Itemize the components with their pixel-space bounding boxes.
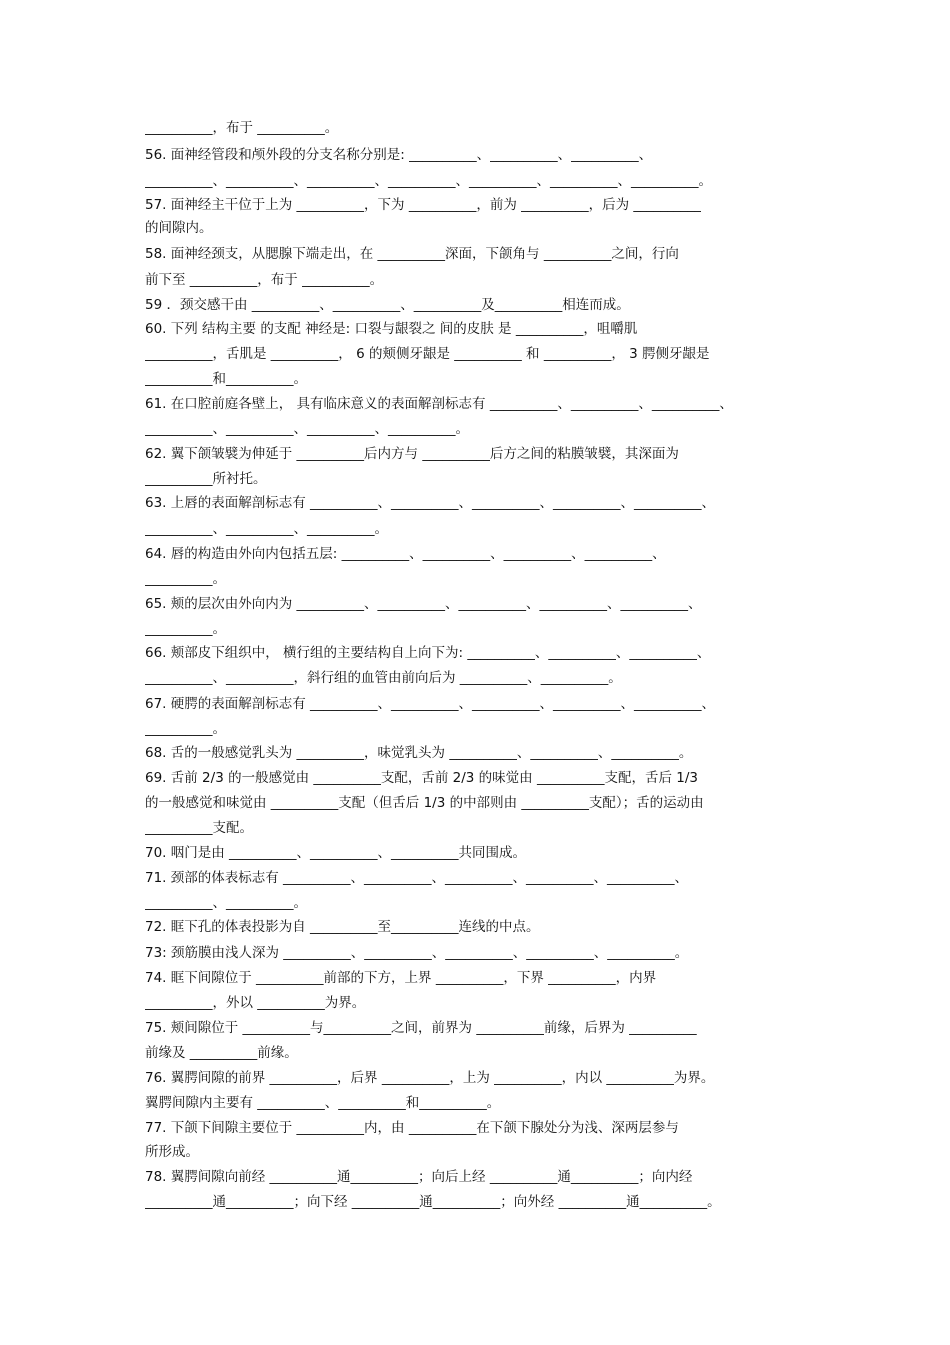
- line-55-cont: __________，布于 __________。: [145, 120, 339, 136]
- question-72: 72. 眶下孔的体表投影为自 __________至__________连线的中点。: [145, 919, 540, 935]
- question-71-cont: __________、__________。: [145, 895, 307, 911]
- question-59: 59 ．颈交感干由 __________、__________、__________及__________相连而成。: [145, 297, 630, 313]
- question-77-cont: 所形成。: [145, 1144, 199, 1160]
- question-66: 66. 颊部皮下组织中， 横行组的主要结构自上向下为: __________、__________、__________、: [145, 645, 711, 661]
- question-65: 65. 颊的层次由外向内为 __________、__________、__________、__________、__________、: [145, 596, 702, 612]
- question-69-cont-2: __________支配。: [145, 820, 253, 836]
- question-57-cont: 的间隙内。: [145, 220, 213, 236]
- question-58-cont: 前下至 __________，布于 __________。: [145, 272, 384, 288]
- question-68: 68. 舌的一般感觉乳头为 __________，味觉乳头为 __________、__________、__________。: [145, 745, 693, 761]
- question-71: 71. 颈部的体表标志有 __________、__________、__________、__________、__________、: [145, 870, 689, 886]
- question-65-cont: __________。: [145, 621, 226, 637]
- question-67: 67. 硬腭的表面解剖标志有 __________、__________、__________、__________、__________、: [145, 696, 716, 712]
- question-64: 64. 唇的构造由外向内包括五层: __________、__________、__________、__________、: [145, 546, 666, 562]
- question-74: 74. 眶下间隙位于 __________前部的下方，上界 __________，下界 __________，内界: [145, 970, 657, 986]
- question-69: 69. 舌前 2/3 的一般感觉由 __________支配，舌前 2/3 的味觉由 __________支配，舌后 1/3: [145, 770, 698, 786]
- question-73: 73: 颈筋膜由浅人深为 __________、__________、__________、__________、__________。: [145, 945, 689, 961]
- question-60-cont-2: __________和__________。: [145, 371, 307, 387]
- question-63-cont: __________、__________、__________。: [145, 521, 388, 537]
- question-75-cont: 前缘及 __________前缘。: [145, 1045, 298, 1061]
- question-76: 76. 翼腭间隙的前界 __________，后界 __________，上为 __________，内以 __________为界。: [145, 1070, 715, 1086]
- question-74-cont: __________，外以 __________为界。: [145, 995, 366, 1011]
- question-61: 61. 在口腔前庭各壁上， 具有临床意义的表面解剖标志有 __________、__________、__________、: [145, 396, 733, 412]
- question-66-cont: __________、__________，斜行组的血管由前向后为 __________、__________。: [145, 670, 622, 686]
- question-60-cont-1: __________，舌肌是 __________， 6 的颊侧牙龈是 __________ 和 __________， 3 腭侧牙龈是: [145, 346, 710, 362]
- question-78: 78. 翼腭间隙向前经 __________通__________；向后上经 __________通__________；向内经: [145, 1169, 693, 1185]
- question-69-cont-1: 的一般感觉和味觉由 __________支配（但舌后 1/3 的中部则由 __________支配）；舌的运动由: [145, 795, 704, 811]
- question-56-cont: __________、__________、__________、__________、__________、__________、__________。: [145, 173, 712, 189]
- question-61-cont: __________、__________、__________、__________。: [145, 421, 469, 437]
- question-76-cont: 翼腭间隙内主要有 __________、__________和__________。: [145, 1095, 501, 1111]
- question-62-cont: __________所衬托。: [145, 471, 267, 487]
- question-58: 58. 面神经颈支，从腮腺下端走出，在 __________深面，下颌角与 __________之间，行向: [145, 246, 679, 262]
- question-62: 62. 翼下颌皱襞为伸延于 __________后内方与 __________后方之间的粘膜皱襞，其深面为: [145, 446, 679, 462]
- question-60: 60. 下列 结构主要 的支配 神经是: 口裂与龈裂之 间的皮肤 是 __________，咀嚼肌: [145, 321, 638, 337]
- question-77: 77. 下颌下间隙主要位于 __________内，由 __________在下颌下腺处分为浅、深两层参与: [145, 1120, 679, 1136]
- question-63: 63. 上唇的表面解剖标志有 __________、__________、__________、__________、__________、: [145, 495, 716, 511]
- question-67-cont: __________。: [145, 721, 226, 737]
- question-70: 70. 咽门是由 __________、__________、__________共同围成。: [145, 845, 527, 861]
- question-75: 75. 颊间隙位于 __________与__________之间，前界为 __________前缘，后界为 __________: [145, 1020, 697, 1036]
- question-57: 57. 面神经主干位于上为 __________，下为 __________，前为 __________，后为 __________: [145, 197, 701, 213]
- question-64-cont: __________。: [145, 571, 226, 587]
- question-56: 56. 面神经管段和颅外段的分支名称分别是: __________、__________、__________、: [145, 147, 653, 163]
- question-78-cont: __________通__________；向下经 __________通__________；向外经 __________通__________。: [145, 1194, 721, 1210]
